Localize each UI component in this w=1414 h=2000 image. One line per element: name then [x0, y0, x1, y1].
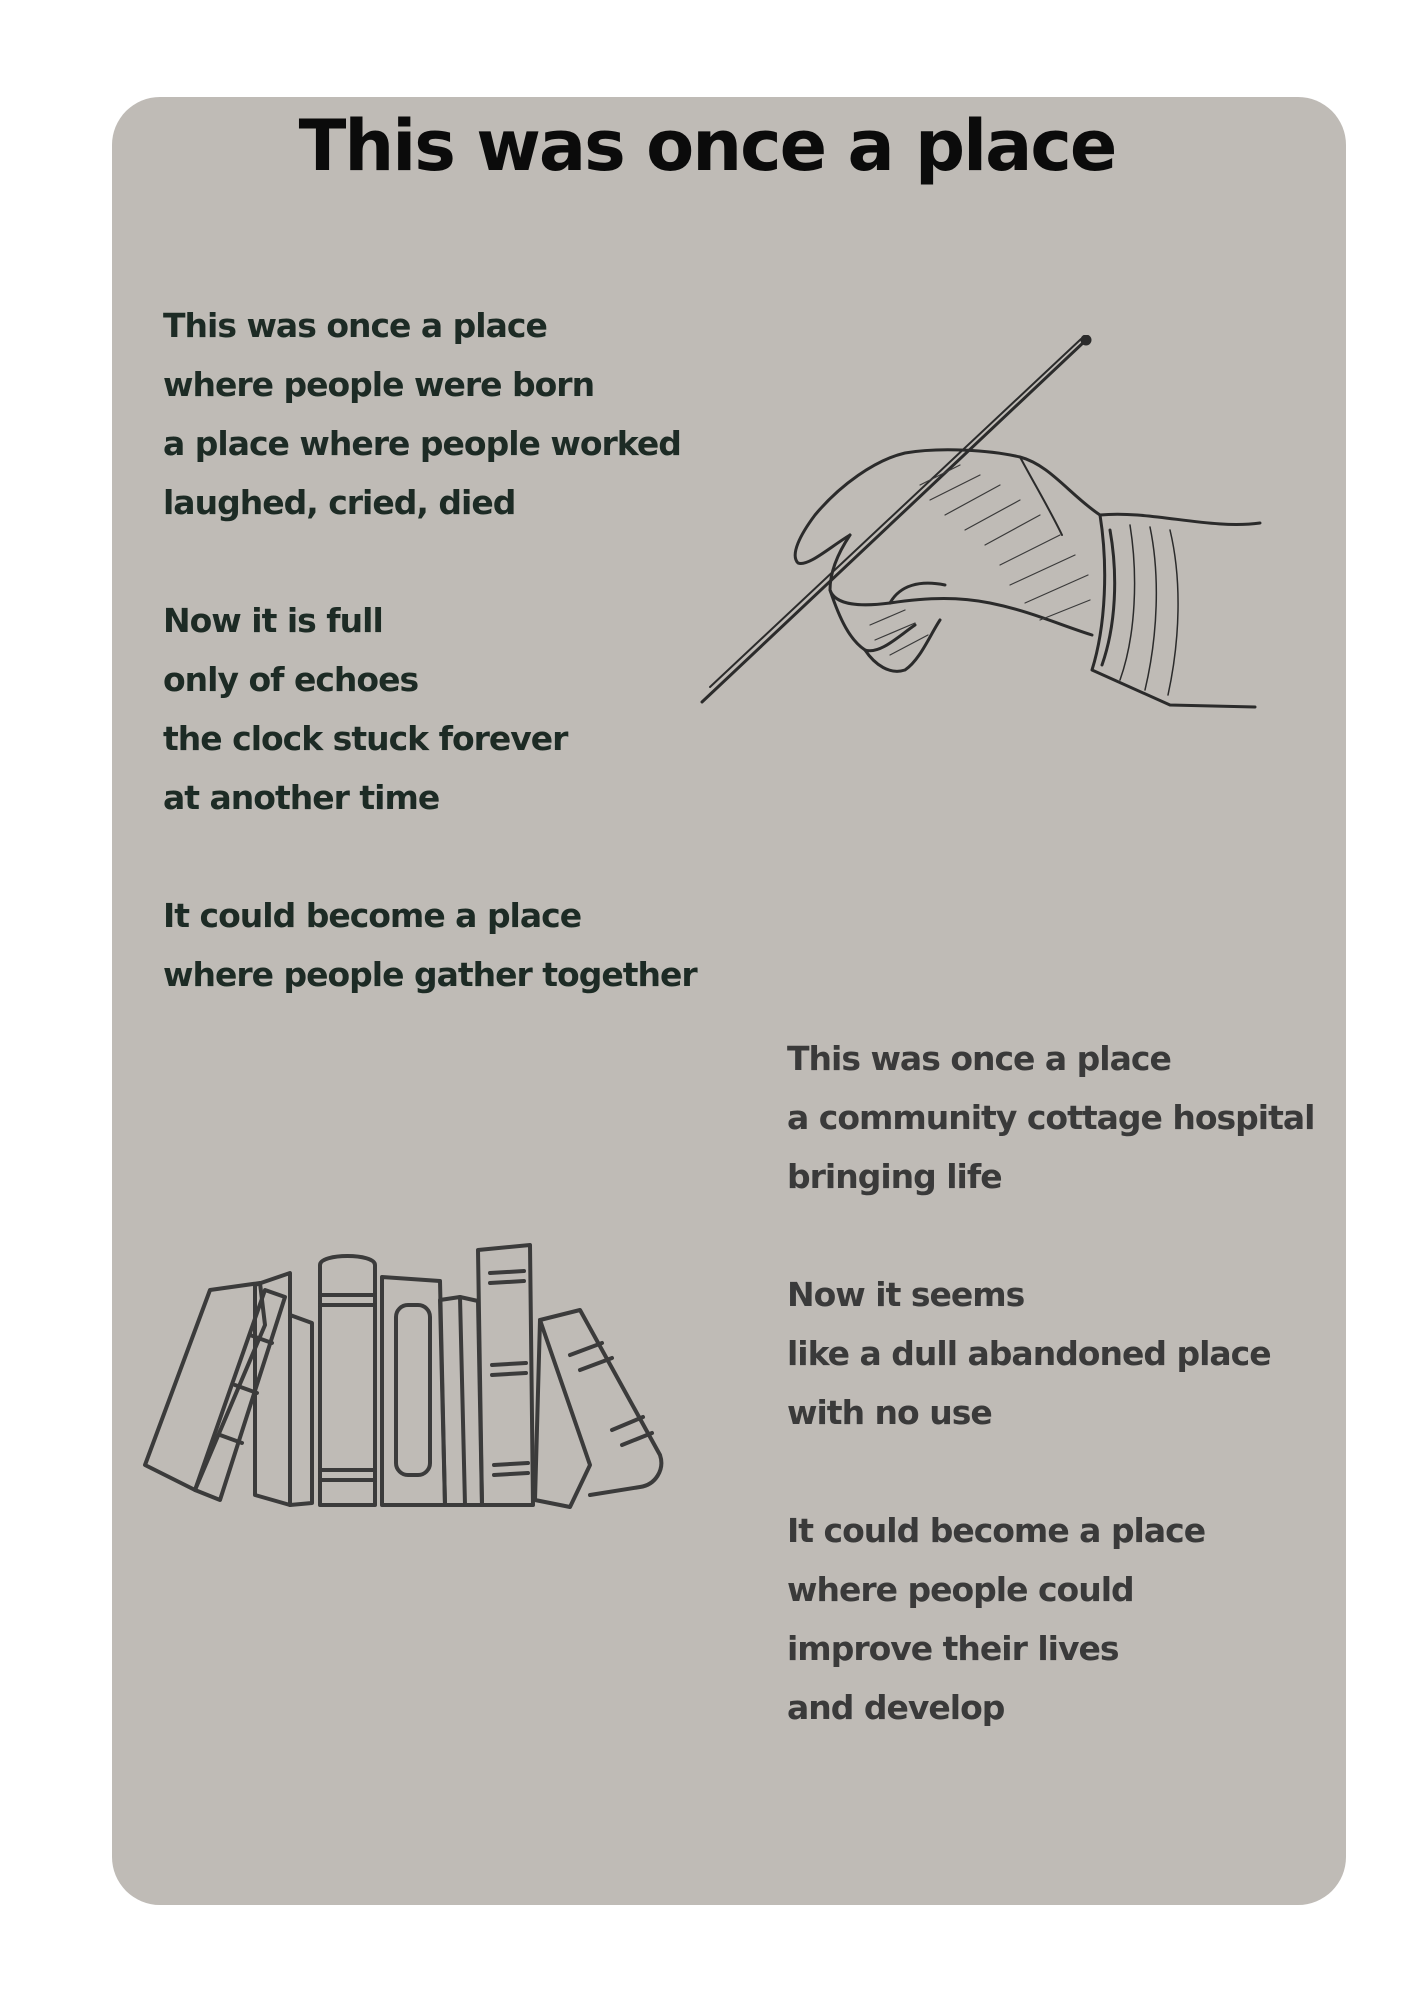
poem-line: where people were born	[163, 365, 595, 404]
poem-line: It could become a place	[163, 896, 582, 935]
poem-line: This was once a place	[163, 306, 547, 345]
stanza	[163, 591, 697, 827]
poem-left	[163, 296, 697, 1004]
poem-line: where people gather together	[163, 955, 697, 994]
poem-line: only of echoes	[163, 660, 419, 699]
poem-line: a place where people worked	[163, 424, 681, 463]
poem-line: This was once a place	[787, 1039, 1171, 1078]
stanza	[787, 1501, 1314, 1737]
page-title: This was once a place	[298, 105, 1116, 187]
poem-line: at another time	[163, 778, 440, 817]
hand-holding-pen-icon	[690, 335, 1270, 725]
poem-line: Now it is full	[163, 601, 383, 640]
poem-line: bringing life	[787, 1157, 1002, 1196]
poem-line: where people could	[787, 1570, 1134, 1609]
poem-line: improve their lives	[787, 1629, 1119, 1668]
poem-right	[787, 1029, 1314, 1737]
stanza	[787, 1029, 1314, 1206]
stanza	[163, 886, 697, 1004]
books-icon	[140, 1225, 720, 1525]
stanza	[787, 1265, 1314, 1442]
poem-line: It could become a place	[787, 1511, 1206, 1550]
poem-line: a community cottage hospital	[787, 1098, 1315, 1137]
poem-line: laughed, cried, died	[163, 483, 516, 522]
poem-line: the clock stuck forever	[163, 719, 568, 758]
poem-line: Now it seems	[787, 1275, 1025, 1314]
poem-line: with no use	[787, 1393, 992, 1432]
poem-line: like a dull abandoned place	[787, 1334, 1271, 1373]
stanza	[163, 296, 697, 532]
poem-line: and develop	[787, 1688, 1005, 1727]
